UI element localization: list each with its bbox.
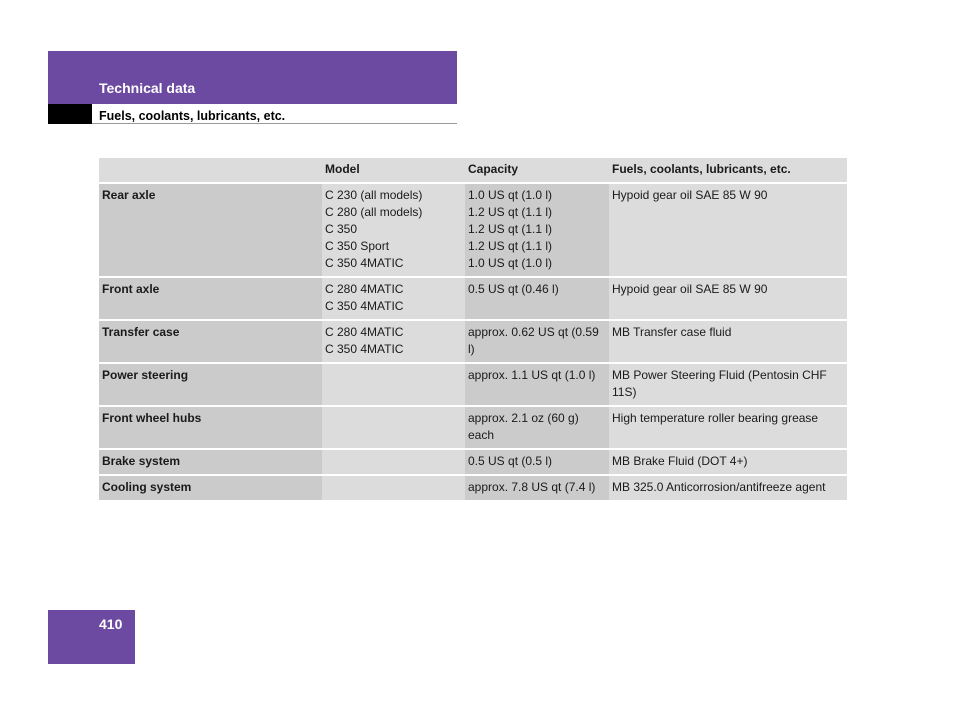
row-models (322, 278, 465, 321)
row-component: Power steering (99, 364, 322, 407)
column-header-model: Model (322, 158, 465, 184)
section-title: Technical data (99, 80, 196, 96)
model-entry: C 350 4MATIC (325, 256, 404, 270)
model-entry: C 280 4MATIC (325, 282, 404, 296)
model-entry: C 280 (all models) (325, 205, 423, 219)
row-component: Front axle (99, 278, 322, 321)
row-capacity (465, 278, 609, 321)
row-component: Brake system (99, 450, 322, 476)
row-models (322, 450, 465, 476)
row-models (322, 364, 465, 407)
capacity-entry: approx. 1.1 US qt (1.0 l) (468, 368, 596, 382)
capacity-entry: approx. 0.62 US qt (0.59 l) (468, 325, 599, 356)
capacity-entry: 1.2 US qt (1.1 l) (468, 222, 553, 236)
row-component: Front wheel hubs (99, 407, 322, 450)
model-entry: C 280 4MATIC (325, 325, 404, 339)
row-capacity (465, 364, 609, 407)
row-models (322, 184, 465, 278)
model-entry: C 350 (325, 222, 358, 236)
row-fluid: MB Transfer case fluid (609, 321, 847, 364)
row-fluid: MB Brake Fluid (DOT 4+) (609, 450, 847, 476)
column-header-fluid: Fuels, coolants, lubricants, etc. (609, 158, 847, 184)
row-fluid: Hypoid gear oil SAE 85 W 90 (609, 278, 847, 321)
row-capacity (465, 407, 609, 450)
table-row (99, 278, 847, 321)
table-row (99, 476, 847, 502)
capacity-entry: approx. 7.8 US qt (7.4 l) (468, 480, 596, 494)
row-component: Transfer case (99, 321, 322, 364)
capacity-entry: 1.2 US qt (1.1 l) (468, 239, 553, 253)
capacity-entry: 1.0 US qt (1.0 l) (468, 256, 553, 270)
row-capacity (465, 450, 609, 476)
column-header-capacity: Capacity (465, 158, 609, 184)
row-fluid: High temperature roller bearing grease (609, 407, 847, 450)
capacity-entry: 0.5 US qt (0.46 l) (468, 282, 559, 296)
row-models (322, 407, 465, 450)
table-header-row (99, 158, 847, 184)
row-models (322, 321, 465, 364)
row-fluid: Hypoid gear oil SAE 85 W 90 (609, 184, 847, 278)
model-entry: C 350 Sport (325, 239, 390, 253)
column-header-component (99, 158, 322, 184)
fluids-capacity-table (99, 158, 847, 502)
capacity-entry: 1.2 US qt (1.1 l) (468, 205, 553, 219)
capacity-entry: 0.5 US qt (0.5 l) (468, 454, 553, 468)
table-row (99, 407, 847, 450)
model-entry: C 350 4MATIC (325, 299, 404, 313)
capacity-entry: approx. 2.1 oz (60 g) each (468, 411, 579, 442)
row-capacity (465, 476, 609, 502)
row-component: Rear axle (99, 184, 322, 278)
table-row (99, 450, 847, 476)
section-header-bar (48, 51, 457, 104)
row-fluid: MB 325.0 Anticorrosion/antifreeze agent (609, 476, 847, 502)
section-marker-tab (48, 104, 92, 124)
row-fluid: MB Power Steering Fluid (Pentosin CHF 11S) (609, 364, 847, 407)
capacity-entry: 1.0 US qt (1.0 l) (468, 188, 553, 202)
table-row (99, 321, 847, 364)
subsection-title: Fuels, coolants, lubricants, etc. (99, 109, 286, 123)
row-component: Cooling system (99, 476, 322, 502)
row-capacity (465, 184, 609, 278)
subsection-divider (92, 123, 457, 124)
table-row (99, 184, 847, 278)
model-entry: C 230 (all models) (325, 188, 423, 202)
row-capacity (465, 321, 609, 364)
page-number: 410 (99, 616, 123, 632)
model-entry: C 350 4MATIC (325, 342, 404, 356)
row-models (322, 476, 465, 502)
table-row (99, 364, 847, 407)
